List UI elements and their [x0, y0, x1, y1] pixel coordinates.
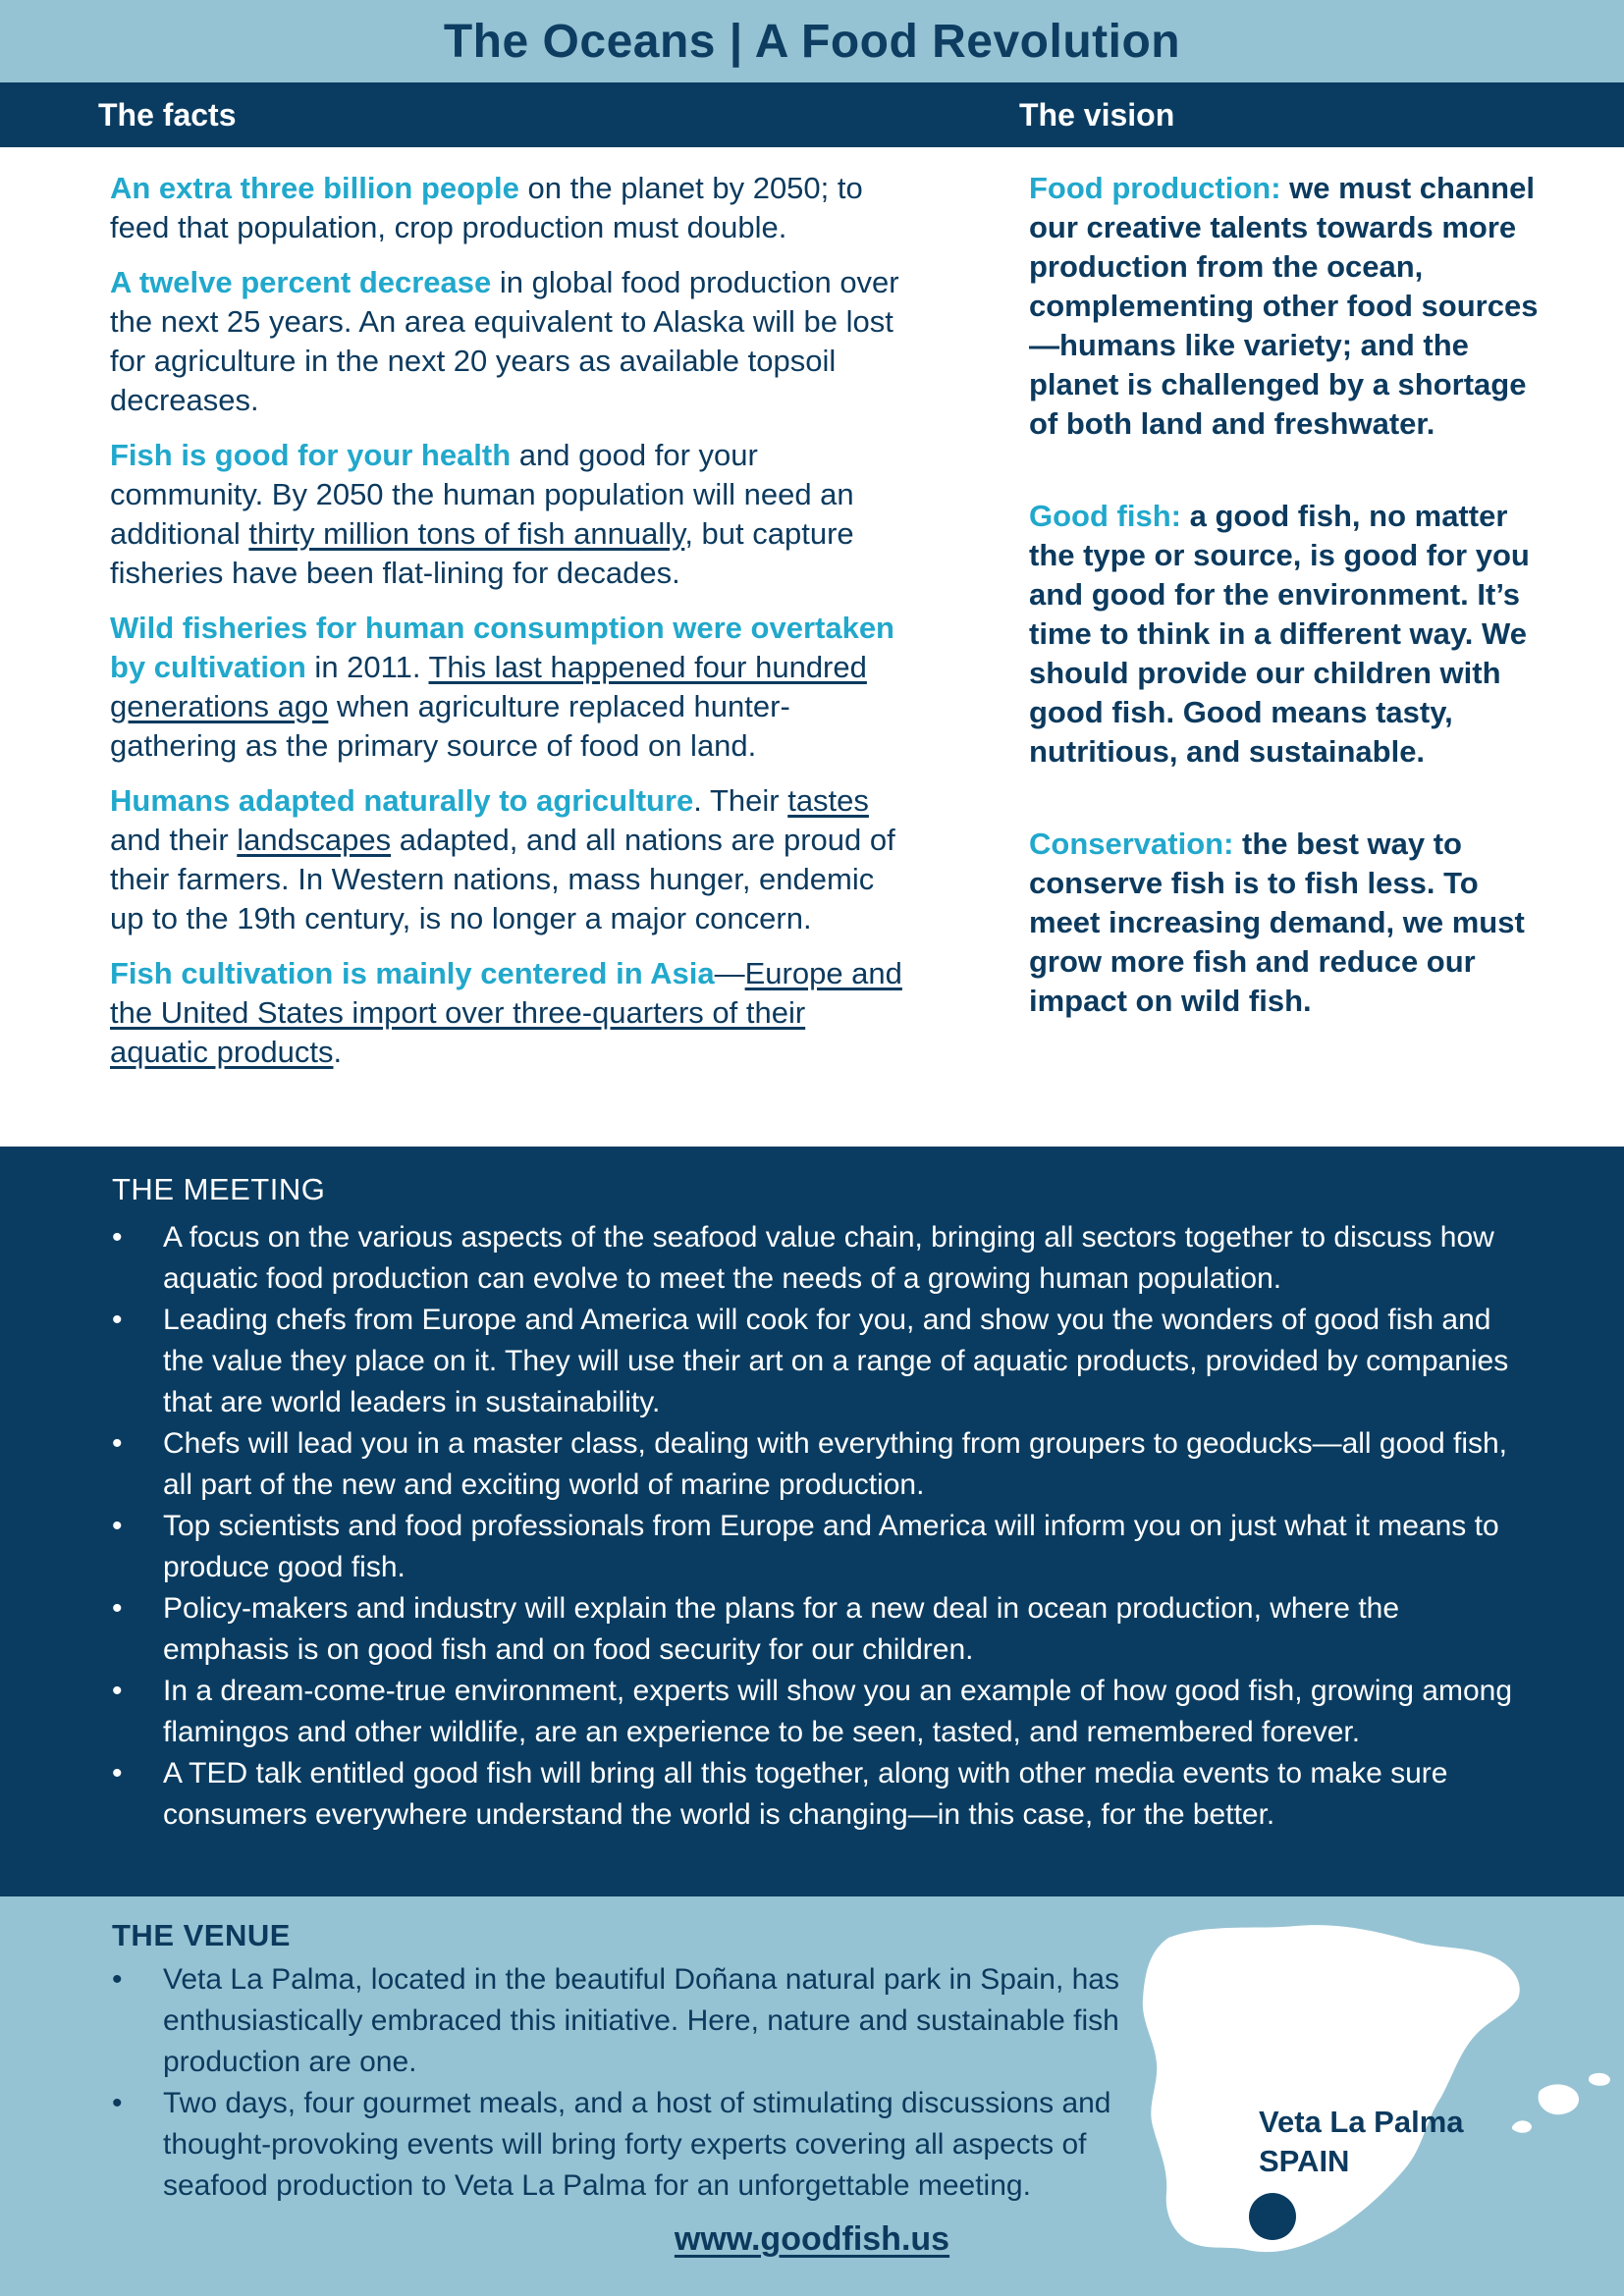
vision-column — [1029, 169, 1540, 1021]
venue-section — [0, 1896, 1624, 2296]
menorca-island — [1589, 2073, 1610, 2086]
bullet-icon: • — [112, 1510, 123, 1542]
vision-lead: Conservation: — [1029, 827, 1234, 861]
map-label-location: Veta La Palma — [1259, 2105, 1464, 2139]
fact-lead: Wild fisheries for human consumption were overtaken by cultivation — [110, 611, 894, 684]
website-link[interactable]: www.goodfish.us — [674, 2220, 950, 2258]
fact-paragraph — [110, 169, 903, 247]
fact-text: and their — [110, 823, 238, 857]
fact-text: and good for your community. By 2050 the human population will need an additional — [110, 438, 854, 551]
fact-lead: A twelve percent decrease — [110, 265, 492, 299]
list-item — [0, 1217, 1624, 1300]
list-item — [0, 1300, 1624, 1423]
list-item — [0, 1506, 1624, 1588]
fact-lead: Humans adapted naturally to agriculture — [110, 783, 694, 818]
vision-header: The vision — [1019, 97, 1175, 133]
fact-paragraph — [110, 954, 903, 1072]
venue-title: THE VENUE — [112, 1918, 291, 1952]
fact-text: adapted, and all nations are proud of their farmers. In Western nations, mass hunger, endemic up to the 19th century, is no longer a major concern. — [110, 823, 895, 935]
fact-text: — — [714, 956, 745, 990]
fact-text: on the planet by 2050; to feed that population, crop production must double. — [110, 171, 863, 244]
fact-text: in 2011. — [305, 650, 429, 684]
fact-underlined-text: This last happened four hundred generations ago — [110, 650, 867, 723]
list-item-text: Two days, four gourmet meals, and a host of stimulating discussions and thought-provoking events will bring forty experts covering all aspects of seafood production to Veta La Palma for an unforgettable meeting. — [163, 2087, 1111, 2202]
fact-paragraph — [110, 781, 903, 938]
fact-paragraph — [110, 436, 903, 593]
bullet-icon: • — [112, 1963, 123, 1996]
fact-underlined-text: thirty million tons of fish annually — [248, 516, 685, 551]
list-item-text: A focus on the various aspects of the seafood value chain, bringing all sectors together to discuss how aquatic food production can evolve to meet the needs of a growing human population. — [163, 1221, 1494, 1295]
fact-text: , but capture fisheries have been flat-lining for decades. — [110, 516, 854, 590]
list-item-text: Top scientists and food professionals from Europe and America will inform you on just what it means to produce good fish. — [163, 1510, 1499, 1583]
meeting-list — [0, 1217, 1624, 1836]
mallorca-island — [1539, 2084, 1579, 2114]
vision-paragraph — [1029, 497, 1540, 772]
vision-text: a good fish, no matter the type or source, is good for you and good for the environment. It’s time to think in a different way. We should provide our children with good fish. Good means tasty, nutritious, and sustainable. — [1029, 499, 1530, 769]
vision-lead: Food production: — [1029, 171, 1281, 205]
fact-text: . Their — [693, 783, 788, 818]
list-item-text: In a dream-come-true environment, experts will show you an example of how good fish, growing among flamingos and other wildlife, are an experience to be seen, tasted, and remembered forever. — [163, 1675, 1513, 1748]
list-item — [0, 1671, 1624, 1753]
map-label — [1259, 2103, 1464, 2181]
fact-underlined-text: Europe and the United States import over three-quarters of their aquatic products — [110, 956, 902, 1069]
list-item-text: Chefs will lead you in a master class, dealing with everything from groupers to geoducks—all good fish, all part of the new and exciting world of marine production. — [163, 1427, 1508, 1501]
fact-underlined-text: tastes — [787, 783, 869, 818]
bullet-icon: • — [112, 1757, 123, 1789]
bullet-icon: • — [112, 1592, 123, 1625]
bullet-icon: • — [112, 2087, 123, 2119]
vision-text: we must channel our creative talents towards more production from the ocean, complementing other food sources—humans like variety; and the planet is challenged by a shortage of both land and freshwater. — [1029, 171, 1539, 441]
fact-lead: Fish is good for your health — [110, 438, 512, 472]
list-item-text: Leading chefs from Europe and America will cook for you, and show you the wonders of good fish and the value they place on it. They will use their art on a range of aquatic products, provided by companies that are world leaders in sustainability. — [163, 1304, 1509, 1418]
map-label-country: SPAIN — [1259, 2144, 1350, 2178]
list-item — [0, 1423, 1624, 1506]
fact-underlined-text: landscapes — [237, 823, 392, 857]
fact-lead: Fish cultivation is mainly centered in Asia — [110, 956, 715, 990]
meeting-title: THE MEETING — [112, 1172, 326, 1206]
list-item-text: Veta La Palma, located in the beautiful Doñana natural park in Spain, has enthusiastically embraced this initiative. Here, nature and sustainable fish production are one. — [163, 1963, 1119, 2078]
venue-list — [0, 1959, 1198, 2207]
bullet-icon: • — [112, 1427, 123, 1460]
vision-paragraph — [1029, 169, 1540, 444]
list-item — [0, 2083, 1198, 2207]
vision-text: the best way to conserve fish is to fish less. To meet increasing demand, we must grow more fish and reduce our impact on wild fish. — [1029, 827, 1525, 1018]
bullet-icon: • — [112, 1675, 123, 1707]
list-item-text: Policy-makers and industry will explain the plans for a new deal in ocean production, where the emphasis is on good fish and on food security for our children. — [163, 1592, 1400, 1666]
fact-paragraph — [110, 609, 903, 766]
facts-header: The facts — [98, 97, 237, 133]
vision-paragraph — [1029, 825, 1540, 1021]
list-item-text: A TED talk entitled good fish will bring all this together, along with other media events to make sure consumers everywhere understand the world is changing—in this case, for the better. — [163, 1757, 1448, 1831]
bullet-icon: • — [112, 1221, 123, 1254]
ibiza-island — [1512, 2120, 1532, 2132]
bullet-icon: • — [112, 1304, 123, 1336]
fact-text: . — [333, 1035, 343, 1069]
list-item — [0, 1753, 1624, 1836]
spain-outline — [1143, 1925, 1520, 2252]
vision-lead: Good fish: — [1029, 499, 1181, 533]
list-item — [0, 1588, 1624, 1671]
fact-paragraph — [110, 263, 903, 420]
page-title: The Oceans | A Food Revolution — [443, 15, 1181, 68]
list-item — [0, 1959, 1198, 2083]
meeting-section — [0, 1147, 1624, 1896]
fact-text: when agriculture replaced hunter-gathering as the primary source of food on land. — [110, 689, 790, 763]
column-header-bar — [0, 82, 1624, 147]
title-bar — [0, 0, 1624, 82]
fact-lead: An extra three billion people — [110, 171, 519, 205]
facts-column — [110, 169, 903, 1088]
fact-text: in global food production over the next 25 years. An area equivalent to Alaska will be lost for agriculture in the next 20 years as available topsoil decreases. — [110, 265, 899, 417]
